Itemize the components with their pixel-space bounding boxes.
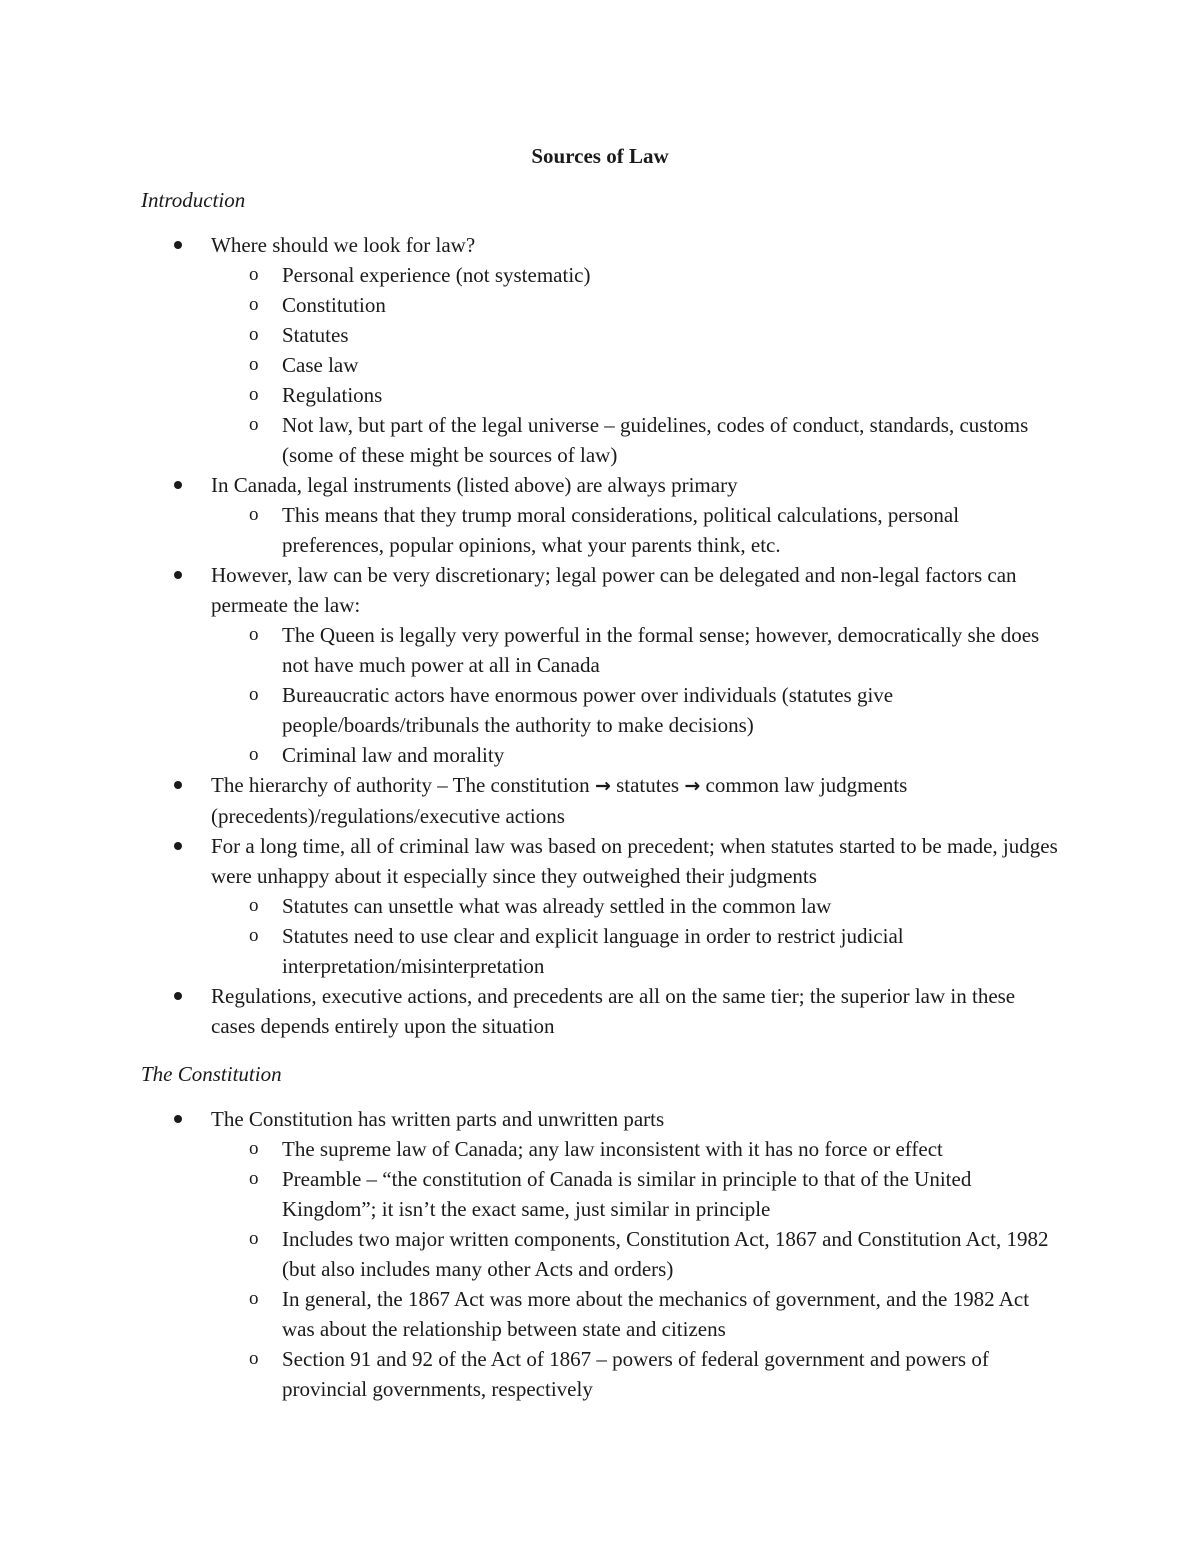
circle-bullet-icon: o [249, 384, 259, 405]
circle-bullet-icon: o [249, 264, 259, 285]
circle-bullet-icon: o [249, 324, 259, 345]
sub-bullet-item [141, 290, 1061, 320]
sub-bullet-item [141, 921, 1061, 981]
bullet-text: In Canada, legal instruments (listed above) are always primary [211, 473, 738, 497]
bullet-text: For a long time, all of criminal law was based on precedent; when statutes started to be made, judges were unhappy about it especially since they outweighed their judgments [211, 834, 1058, 888]
bullet-icon [174, 481, 182, 489]
bullet-item [141, 1104, 1061, 1134]
bullet-icon [174, 842, 182, 850]
sub-bullet-text: Statutes need to use clear and explicit language in order to restrict judicial interpretation/misinterpretation [282, 924, 904, 978]
sub-bullet-text: The supreme law of Canada; any law inconsistent with it has no force or effect [282, 1137, 943, 1161]
sub-bullet-text: This means that they trump moral considerations, political calculations, personal preferences, popular opinions, what your parents think, etc. [282, 503, 960, 557]
circle-bullet-icon: o [249, 354, 259, 375]
bullet-icon [174, 241, 182, 249]
sub-bullet-item [141, 740, 1061, 770]
sub-bullet-text: Bureaucratic actors have enormous power over individuals (statutes give people/boards/tribunals the authority to make decisions) [282, 683, 894, 737]
sub-bullet-text: Preamble – “the constitution of Canada is similar in principle to that of the United Kingdom”; it isn’t the exact same, just similar in principle [282, 1167, 972, 1221]
sub-bullet-item [141, 1224, 1061, 1284]
section-heading-the-constitution: The Constitution [141, 1062, 282, 1086]
section-heading-introduction: Introduction [141, 188, 246, 212]
bullet-item [141, 981, 1061, 1041]
sub-bullet-text: Section 91 and 92 of the Act of 1867 – powers of federal government and powers of provincial governments, respectively [282, 1347, 989, 1401]
bullet-text: Where should we look for law? [211, 233, 476, 257]
sub-bullet-text: In general, the 1867 Act was more about the mechanics of government, and the 1982 Act was about the relationship between state and citizens [282, 1287, 1030, 1341]
bullet-text: The Constitution has written parts and unwritten parts [211, 1107, 665, 1131]
sub-bullet-text: Personal experience (not systematic) [282, 263, 591, 287]
bullet-icon [174, 571, 182, 579]
bullet-text: Regulations, executive actions, and precedents are all on the same tier; the superior law in these cases depends entirely upon the situation [211, 984, 1016, 1038]
sub-bullet-text: Includes two major written components, Constitution Act, 1867 and Constitution Act, 1982 (but also includes many other Acts and orders) [282, 1227, 1049, 1281]
sub-bullet-item [141, 410, 1061, 470]
sub-bullet-text: Statutes [282, 323, 349, 347]
circle-bullet-icon: o [249, 1228, 259, 1249]
sub-bullet-text: Case law [282, 353, 359, 377]
bullet-icon [174, 1115, 182, 1123]
arrow-right-icon: → [684, 775, 701, 797]
sub-bullet-item [141, 320, 1061, 350]
bullet-item [141, 831, 1061, 891]
bullet-text: However, law can be very discretionary; legal power can be delegated and non-legal factors can permeate the law: [211, 563, 1017, 617]
introduction-list [141, 230, 1061, 1041]
sub-bullet-text: Not law, but part of the legal universe – guidelines, codes of conduct, standards, customs (some of these might be sources of law) [282, 413, 1029, 467]
sub-bullet-item [141, 1134, 1061, 1164]
sub-bullet-item [141, 350, 1061, 380]
sub-bullet-text: Regulations [282, 383, 383, 407]
sub-bullet-item [141, 260, 1061, 290]
bullet-text [211, 773, 907, 828]
hierarchy-text-part: statutes [610, 773, 685, 797]
constitution-list [141, 1104, 1061, 1404]
sub-bullet-text: The Queen is legally very powerful in the formal sense; however, democratically she does not have much power at all in Canada [282, 623, 1040, 677]
circle-bullet-icon: o [249, 895, 259, 916]
bullet-item [141, 770, 1061, 831]
sub-bullet-item [141, 380, 1061, 410]
bullet-item [141, 560, 1061, 620]
bullet-item [141, 470, 1061, 500]
circle-bullet-icon: o [249, 684, 259, 705]
bullet-icon [174, 781, 182, 789]
circle-bullet-icon: o [249, 1288, 259, 1309]
circle-bullet-icon: o [249, 1168, 259, 1189]
document-title: Sources of Law [531, 144, 669, 168]
bullet-item [141, 230, 1061, 260]
sub-bullet-item [141, 500, 1061, 560]
sub-bullet-item [141, 620, 1061, 680]
circle-bullet-icon: o [249, 744, 259, 765]
circle-bullet-icon: o [249, 624, 259, 645]
sub-bullet-item [141, 1164, 1061, 1224]
circle-bullet-icon: o [249, 1138, 259, 1159]
circle-bullet-icon: o [249, 294, 259, 315]
sub-bullet-item [141, 891, 1061, 921]
circle-bullet-icon: o [249, 414, 259, 435]
sub-bullet-item [141, 1344, 1061, 1404]
circle-bullet-icon: o [249, 1348, 259, 1369]
hierarchy-text-part: The hierarchy of authority – The constitution [211, 773, 595, 797]
circle-bullet-icon: o [249, 504, 259, 525]
sub-bullet-text: Constitution [282, 293, 386, 317]
sub-bullet-item [141, 680, 1061, 740]
circle-bullet-icon: o [249, 925, 259, 946]
hierarchy-text-part: common law judgments (precedents)/regulations/executive actions [211, 773, 908, 828]
bullet-icon [174, 992, 182, 1000]
sub-bullet-item [141, 1284, 1061, 1344]
arrow-right-icon: → [594, 775, 611, 797]
sub-bullet-text: Criminal law and morality [282, 743, 505, 767]
sub-bullet-text: Statutes can unsettle what was already settled in the common law [282, 894, 832, 918]
